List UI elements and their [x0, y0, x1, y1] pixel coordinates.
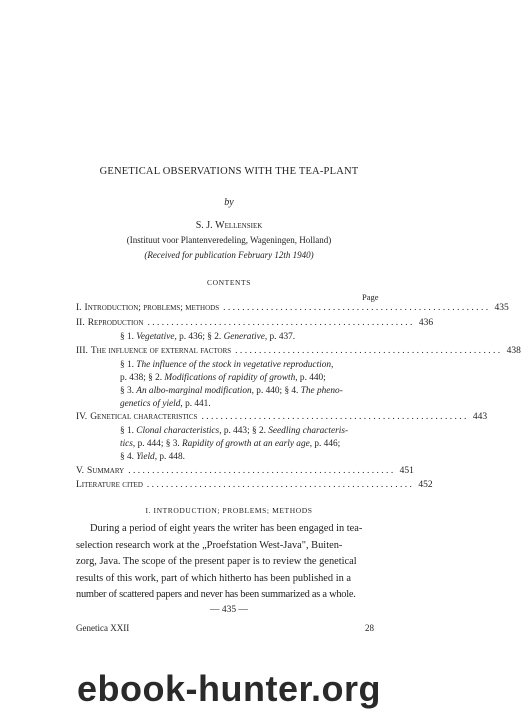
article-title: GENETICAL OBSERVATIONS WITH THE TEA-PLANT: [99, 166, 359, 177]
author-surname: Wellensiek: [215, 220, 263, 231]
sheet-number: 28: [365, 623, 374, 633]
toc-leader: ........................................................: [201, 412, 469, 422]
toc-leader: ........................................................: [128, 466, 396, 476]
toc-page: 436: [418, 318, 434, 328]
toc-subentry-line: § 1. Clonal characteristics, p. 443; § 2. Seedling characteris-: [120, 426, 349, 436]
toc-entry: [76, 466, 414, 476]
toc-subentry-line: tics, p. 444; § 3. Rapidity of growth at an early age, p. 446;: [120, 439, 341, 449]
toc-number: V.: [76, 466, 85, 476]
toc-page: 435: [494, 303, 509, 313]
toc-number: III.: [76, 346, 88, 356]
toc-subentry-line: § 4. Yield, p. 448.: [120, 452, 185, 462]
toc-entry: [76, 303, 509, 313]
toc-subentry-line: genetics of yield, p. 441.: [120, 399, 211, 409]
contents-heading: CONTENTS: [207, 278, 251, 287]
toc-leader: ........................................................: [146, 480, 415, 490]
watermark: ebook-hunter.org: [77, 668, 381, 709]
section-heading: I. INTRODUCTION; PROBLEMS; METHODS: [145, 506, 313, 515]
toc-page: 438: [506, 346, 521, 356]
paragraph-line: number of scattered papers and never has been summarized as a whole.: [76, 589, 356, 600]
toc-entry: [76, 318, 434, 328]
toc-label: The influence of external factors: [90, 346, 232, 356]
journal-name: Genetica XXII: [76, 623, 130, 633]
toc-leader: ........................................................: [147, 318, 415, 328]
page-number: — 435 —: [210, 605, 248, 615]
paragraph-line: During a period of eight years the writer has been engaged in tea-: [90, 523, 363, 534]
toc-number: IV.: [76, 412, 88, 422]
toc-page: 451: [399, 466, 414, 476]
toc-label: Introduction; problems; methods: [84, 303, 220, 313]
toc-subentries: [120, 359, 360, 411]
toc-leader: ........................................................: [235, 346, 503, 356]
author: [0, 220, 458, 231]
toc-number: II.: [76, 318, 85, 328]
toc-subentry-line: p. 438; § 2. Modifications of rapidity of growth, p. 440;: [120, 373, 326, 383]
toc-subentries: [120, 425, 360, 464]
toc-page: 443: [472, 412, 488, 422]
paragraph-line: selection research work at the „Proefstation West-Java", Buiten-: [76, 539, 343, 551]
toc-leader: ........................................................: [223, 303, 491, 313]
page-column-heading: Page: [362, 292, 379, 302]
toc-subentry-line: § 1. The influence of the stock in vegetative reproduction,: [120, 360, 334, 370]
toc-subentries: [120, 331, 360, 344]
toc-number: I.: [76, 303, 82, 313]
body-paragraph: [76, 521, 384, 604]
toc-subentry-line: § 3. An albo-marginal modification, p. 440; § 4. The pheno-: [120, 386, 343, 396]
toc-label: Genetical characteristics: [90, 412, 198, 422]
toc-page: 452: [418, 480, 433, 490]
toc-entry: [76, 412, 488, 422]
paragraph-line: zorg, Java. The scope of the present paper is to review the genetical: [76, 556, 357, 567]
toc-entry: [76, 346, 521, 356]
toc-entry: [76, 480, 433, 490]
toc-subentry-line: § 1. Vegetative, p. 436; § 2. Generative, p. 437.: [120, 332, 296, 342]
author-initials: S. J.: [195, 220, 213, 231]
toc-label: Reproduction: [87, 318, 144, 328]
received-note: (Received for publication February 12th 1940): [144, 250, 314, 260]
toc-label: Literature cited: [76, 480, 143, 490]
by-line: by: [224, 197, 234, 208]
toc-label: Summary: [87, 466, 125, 476]
author-affiliation: (Instituut voor Plantenveredeling, Wageningen, Holland): [126, 235, 332, 245]
paragraph-line: results of this work, part of which hitherto has been published in a: [76, 572, 352, 584]
